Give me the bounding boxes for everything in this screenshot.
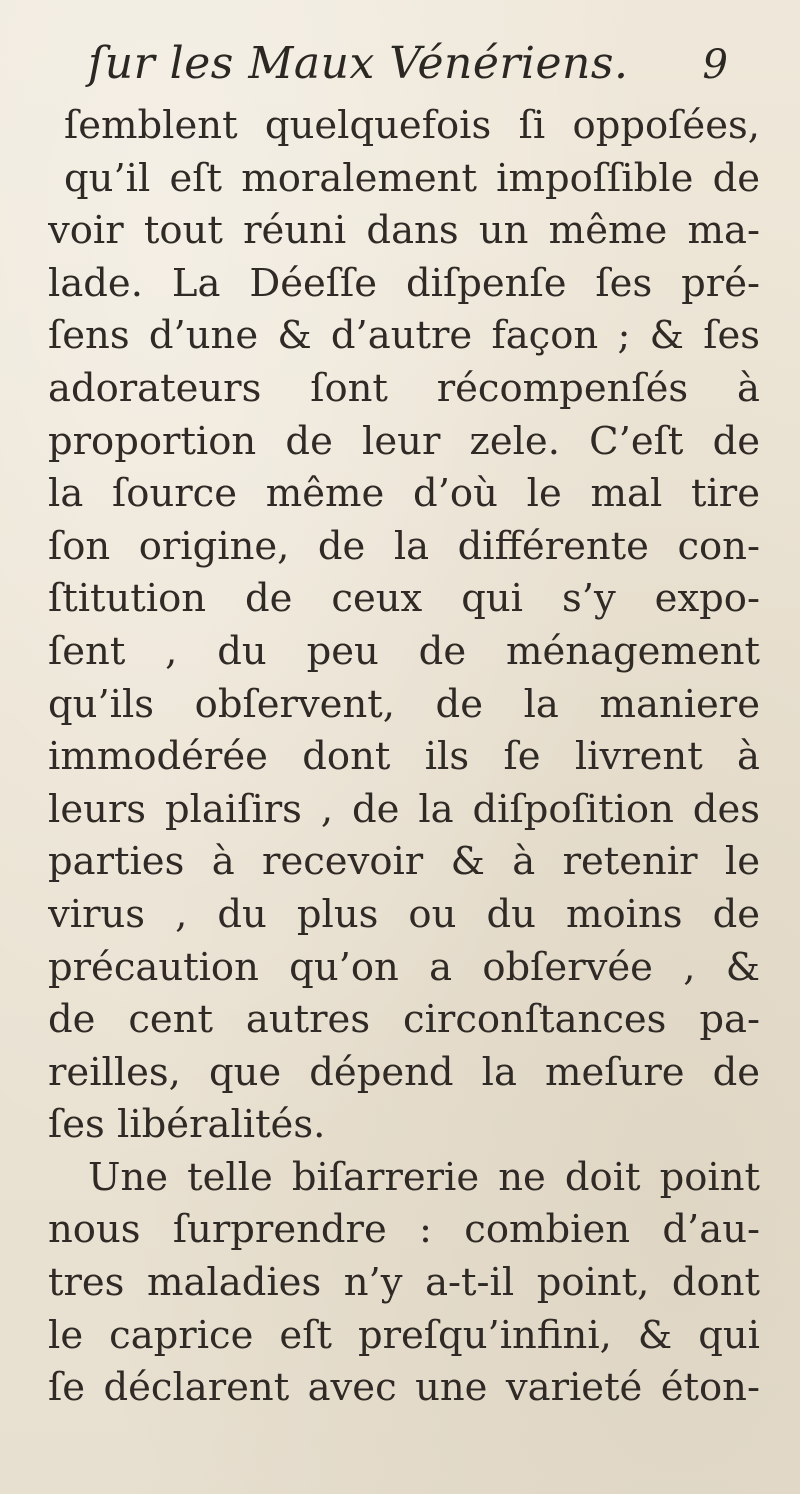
blank-page-margin — [0, 1280, 800, 1494]
text-line: qu’ils obſervent, de la maniere — [48, 681, 760, 727]
text-line: Une telle biſarrerie ne doit point — [88, 1154, 760, 1200]
text-line: ſemblent quelquefois ſi oppoſées, — [64, 103, 760, 148]
text-line: lade. La Déeſſe diſpenſe ſes pré- — [48, 260, 760, 306]
text-line: adorateurs ſont récompenſés à — [48, 365, 760, 411]
text-line: virus , du plus ou du moins de — [48, 891, 760, 937]
text-line: qu’il eſt moralement impoſſible de — [64, 155, 760, 201]
text-line: le caprice eſt preſqu’infini, & qui — [48, 1312, 760, 1358]
text-line: immodérée dont ils ſe livrent à — [48, 734, 760, 780]
text-line: ſens d’une & d’autre façon ; & ſes — [48, 313, 760, 359]
text-line: ſe déclarent avec une varieté éton- — [48, 1365, 760, 1411]
text-line: ſes libéralités. — [48, 1102, 326, 1148]
text-line: de cent autres circonſtances pa- — [48, 997, 760, 1043]
running-title: ſur les Maux Vénériens. — [88, 38, 629, 89]
text-line: ſtitution de ceux qui s’y expo- — [48, 576, 760, 622]
text-line: proportion de leur zele. C’eſt de — [48, 418, 760, 464]
text-line: ſent , du peu de ménagement — [48, 628, 760, 674]
body-text — [48, 100, 760, 1415]
text-line: reilles, que dépend la meſure de — [48, 1049, 760, 1095]
text-line: tres maladies n’y a-t-il point, dont — [48, 1260, 760, 1306]
text-line: la ſource même d’où le mal tire — [48, 471, 760, 517]
text-line: leurs plaiſirs , de la diſpoſition des — [48, 786, 760, 832]
page-header — [88, 38, 728, 98]
text-line: ſon origine, de la différente con- — [48, 523, 760, 569]
text-line: parties à recevoir & à retenir le — [48, 839, 760, 885]
text-line: précaution qu’on a obſervée , & — [48, 944, 760, 990]
text-line: voir tout réuni dans un même ma- — [48, 208, 760, 254]
page-number: 9 — [702, 42, 728, 88]
text-line: nous ſurprendre : combien d’au- — [48, 1207, 760, 1253]
